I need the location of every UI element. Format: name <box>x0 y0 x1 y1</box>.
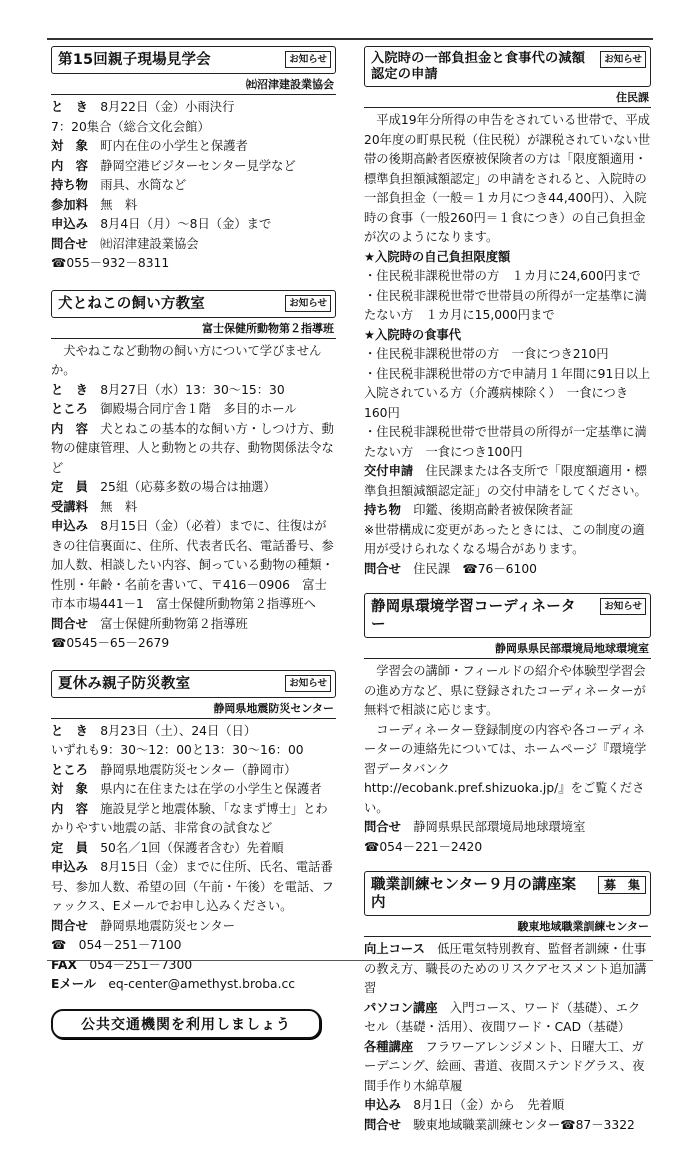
info-row: 参加料 無 料 <box>51 197 138 212</box>
section-body <box>51 342 336 654</box>
info-row: 申込み 8月1日（金）から 先着順 <box>364 1098 565 1112</box>
fax-row: FAX 054－251－7300 <box>51 957 193 972</box>
info-row: 内 容 静岡空港ビジターセンター見学など <box>51 158 296 173</box>
section-body <box>364 662 651 857</box>
info-row: 内 容 犬とねこの基本的な飼い方・しつけ方、動物の健康管理、人と動物との共存、動物関係法令など <box>51 421 334 475</box>
phone-row: ☎ 054－251－7100 <box>51 938 182 952</box>
section-title: 職業訓練センター９月の講座案内 <box>371 877 577 911</box>
notice-tag: お知らせ <box>285 295 331 312</box>
info-row: と き 8月22日（金）小雨決行 <box>51 100 235 114</box>
info-row: 内 容 施設見学と地震体験、「なまず博士」とわかりやすい地震の話、非常食の試食など <box>51 801 328 835</box>
section-title: 入院時の一部負担金と食事代の減額認定の申請 <box>371 51 586 82</box>
block-heading: ★入院時の食事代 <box>364 327 462 342</box>
info-row: 持ち物 印鑑、後期高齢者被保険者証 <box>364 503 574 517</box>
info-row: 対 象 町内在住の小学生と保護者 <box>51 139 248 153</box>
phone-icon: ☎ <box>364 839 380 854</box>
section-header <box>364 871 651 916</box>
info-row: 問合せ 静岡県地震防災センター <box>51 918 235 933</box>
section-header <box>364 46 651 87</box>
notice-vocational-training <box>364 871 651 1135</box>
info-row: と き 8月27日（水）13：30〜15：30 <box>51 382 285 397</box>
info-row: 定 員 50名／1回（保護者含む）先着順 <box>51 840 284 855</box>
paragraph: コーディネーター登録制度の内容や各コーディネーターの連絡先については、ホームページ『環境学習データバンク http://ecobank.pref.shizuoka.jp/』をご覧ください。 <box>364 722 647 815</box>
left-column <box>51 46 336 1055</box>
organizer: 富士保健所動物第２指導班 <box>51 318 336 339</box>
info-row: 申込み 8月4日（月）〜8日（金）まで <box>51 217 272 231</box>
info-row: いずれも9：30〜12：00と13：30〜16：00 <box>51 743 304 757</box>
block-heading: ★入院時の自己負担限度額 <box>364 249 511 264</box>
info-row: 申込み 8月15日（金）までに住所、氏名、電話番号、参加人数、希望の回（午前・午後）を電話、ファックス、Eメールでお申し込みください。 <box>51 860 334 913</box>
section-body <box>364 111 651 579</box>
section-header <box>364 593 651 638</box>
notice-tag: お知らせ <box>600 51 646 68</box>
phone-row: ☎055－932－8311 <box>51 256 170 270</box>
info-row: 申込み 8月15日（金）（必着）までに、往復はがきの往信裏面に、住所、代表者氏名、電話番号、参加人数、相談したい内容、飼っている動物の種類・性別・年齢・名前を書いて、〒416－0906 富士市本市場441－1 富士保健所動物第２指導班へ <box>51 519 334 611</box>
info-row: 問合せ 住民課 ☎76－6100 <box>364 561 537 576</box>
section-body <box>51 722 336 995</box>
email-row: Eメール eq-center@amethyst.broba.cc <box>51 977 296 991</box>
phone-row: ☎054－221－2420 <box>364 839 483 854</box>
phone-icon: ☎ <box>51 256 67 270</box>
info-row: 7：20集合（総合文化会館） <box>51 119 210 134</box>
notice-site-tour <box>51 46 336 274</box>
notice-hospital-cost <box>364 46 651 579</box>
notice-pet-class <box>51 290 336 654</box>
info-row: 持ち物 雨具、水筒など <box>51 178 187 192</box>
list-item: ・住民税非課税世帯の方 １カ月に24,600円まで <box>364 269 641 283</box>
notice-disaster-class <box>51 670 336 1039</box>
info-row: 問合せ 静岡県県民部環境局地球環境室 <box>364 820 586 834</box>
info-row: 問合せ 富士保健所動物第２指導班 <box>51 616 248 631</box>
notice-tag: お知らせ <box>285 675 331 692</box>
organizer: 静岡県地震防災センター <box>51 698 336 719</box>
section-title: 静岡県環境学習コーディネーター <box>371 599 576 633</box>
notice-tag: お知らせ <box>285 51 331 68</box>
info-row: 問合せ 駿東地域職業訓練センター☎87－3322 <box>364 1117 635 1132</box>
phone-icon: ☎ <box>51 938 67 952</box>
section-title: 犬とねこの飼い方教室 <box>58 295 205 312</box>
paragraph: 学習会の講師・フィールドの紹介や体験型学習会の進め方など、県に登録されたコーディネーターが無料で相談に応じます。 <box>364 664 646 717</box>
info-row: 対 象 県内に在住または在学の小学生と保護者 <box>51 782 322 796</box>
bottom-rule <box>47 960 653 961</box>
intro-text: 平成19年分所得の申告をされている世帯で、平成20年度の町県民税（住民税）が課税されていない世帯の後期高齢者医療被保険者の方は「限度額適用・標準負担額減額認定」の申請をされると、入院時の一部負担金（一般＝１カ月につき44,400円）、入院時の食事（一般260円＝１食につき）の自己負担金が次のようになります。 <box>364 113 651 244</box>
phone-row: ☎0545－65－2679 <box>51 636 170 650</box>
info-row: と き 8月23日（土）、24日（日） <box>51 723 257 738</box>
section-header <box>51 670 336 698</box>
list-item: ・住民税非課税世帯で世帯員の所得が一定基準に満たない方 一食につき100円 <box>364 425 647 459</box>
info-row: 定 員 25組（応募多数の場合は抽選） <box>51 480 276 494</box>
organizer: 駿東地域職業訓練センター <box>364 916 651 937</box>
section-body <box>51 98 336 274</box>
fax-icon: FAX <box>51 957 77 972</box>
info-row: 各種講座 フラワーアレンジメント、日曜大工、ガーデニング、絵画、書道、夜間ステンドグラス、夜間手作り木綿草履 <box>364 1039 645 1093</box>
recruit-tag: 募 集 <box>598 876 646 894</box>
top-rule <box>47 38 653 40</box>
intro-text: 犬やねこなど動物の飼い方について学びませんか。 <box>51 343 322 377</box>
public-transport-banner: 公共交通機関を利用しましょう <box>51 1009 321 1039</box>
section-header <box>51 46 336 74</box>
info-row: ところ 御殿場合同庁舎１階 多目的ホール <box>51 402 297 416</box>
info-row: 問合せ ㈳沼津建設業協会 <box>51 236 199 251</box>
list-item: ・住民税非課税世帯の方で申請月１年間に91日以上入院されている方（介護病棟除く） 一食につき160円 <box>364 366 651 420</box>
organizer: ㈳沼津建設業協会 <box>51 74 336 95</box>
section-title: 第15回親子現場見学会 <box>58 52 211 68</box>
notice-tag: お知らせ <box>600 598 646 615</box>
info-row: 受講料 無 料 <box>51 499 138 514</box>
info-row: 交付申請 住民課または各支所で「限度額適用・標準負担額減額認定証」の交付申請をしてください。 <box>364 464 647 498</box>
section-title: 夏休み親子防災教室 <box>58 675 191 692</box>
notice-eco-coordinator <box>364 593 651 857</box>
organizer: 静岡県県民部環境局地球環境室 <box>364 638 651 659</box>
info-row: パソコン講座 入門コース、ワード（基礎）、エクセル（基礎・活用）、夜間ワード・CAD（基礎） <box>364 1000 641 1034</box>
info-row: 向上コース 低圧電気特別教育、監督者訓練・仕事の教え方、職長のためのリスクアセスメント追加講習 <box>364 942 647 995</box>
phone-icon: ☎ <box>51 636 67 650</box>
organizer: 住民課 <box>364 87 651 108</box>
list-item: ・住民税非課税世帯の方 一食につき210円 <box>364 347 609 361</box>
right-column <box>364 46 651 1149</box>
note-row: ※世帯構成に変更があったときには、この制度の適用が受けられなくなる場合があります。 <box>364 522 645 556</box>
list-item: ・住民税非課税世帯で世帯員の所得が一定基準に満たない方 １カ月に15,000円まで <box>364 288 647 322</box>
info-row: ところ 静岡県地震防災センター（静岡市） <box>51 762 297 777</box>
section-header <box>51 290 336 318</box>
section-body <box>364 940 651 1135</box>
